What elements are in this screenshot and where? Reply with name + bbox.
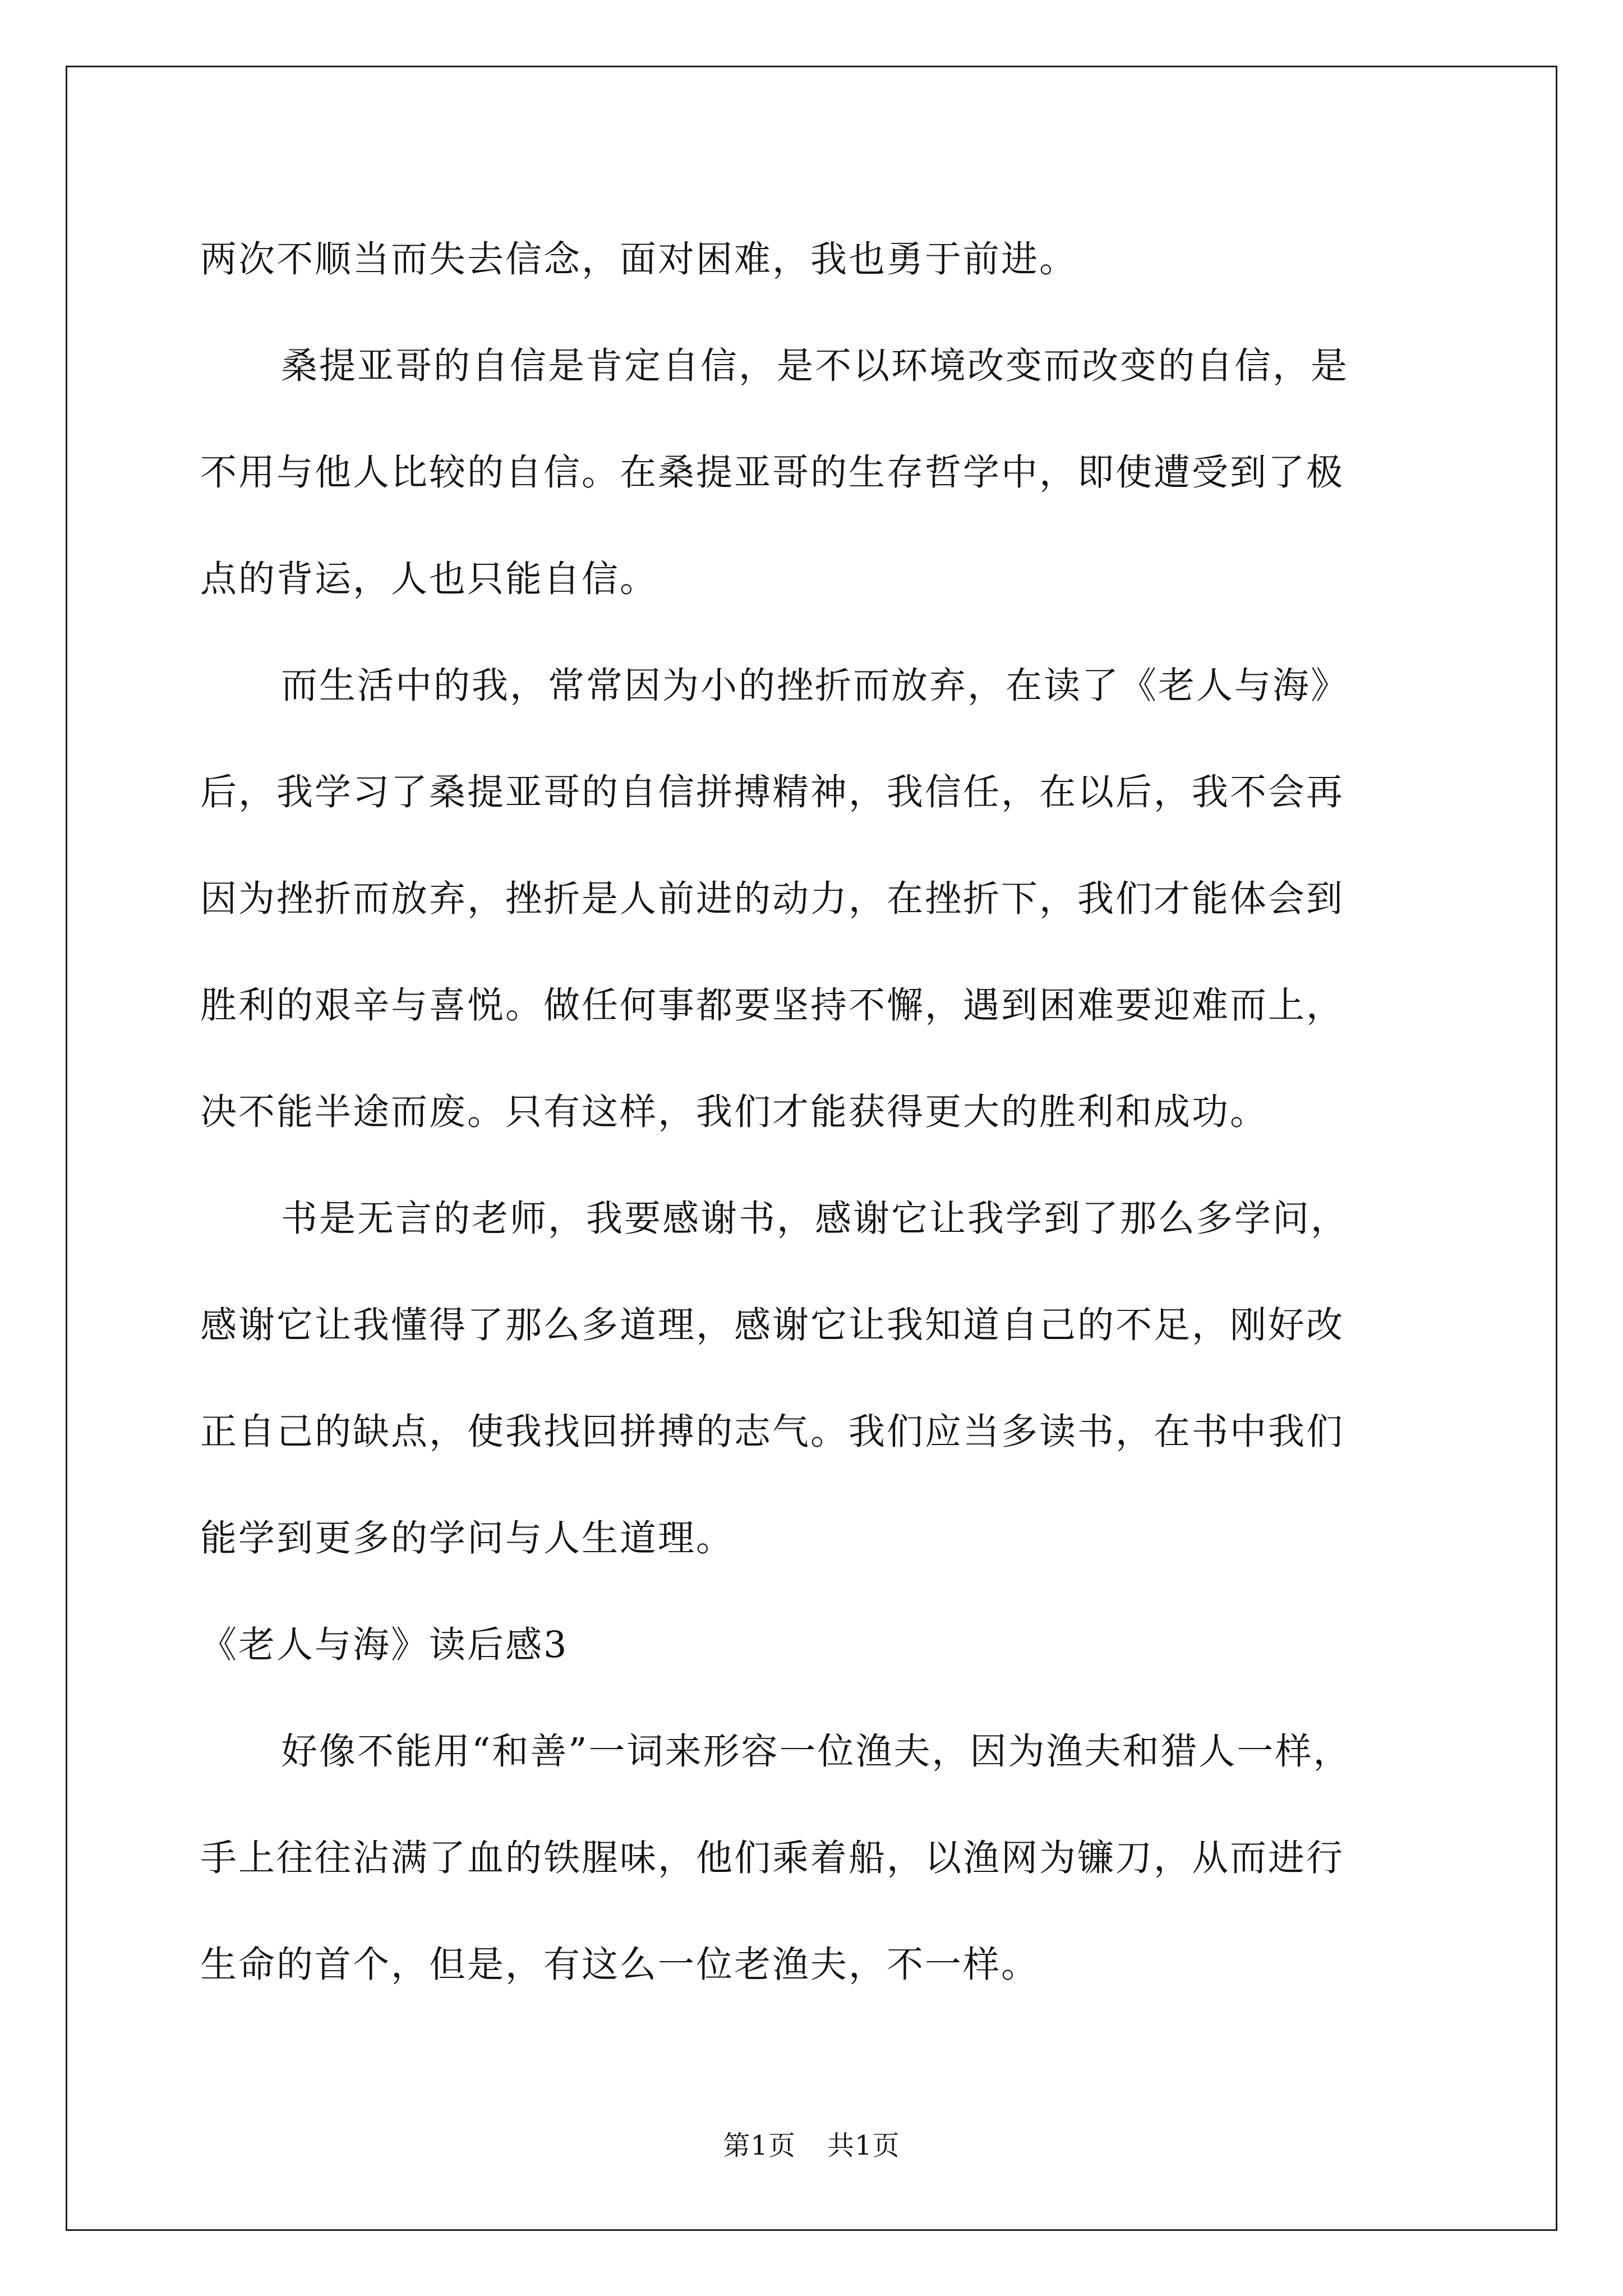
page-number: 第1页 [723, 2130, 796, 2161]
body-line: 书是无言的老师，我要感谢书，感谢它让我学到了那么多学问， [281, 1198, 1349, 1240]
document-body [200, 206, 1462, 2018]
body-line: 好像不能用“和善”一词来形容一位渔夫，因为渔夫和猎人一样， [281, 1731, 1352, 1773]
body-line: 决不能半途而废。只有这样，我们才能获得更大的胜利和成功。 [200, 1091, 1269, 1133]
body-line: 感谢它让我懂得了那么多道理，感谢它让我知道自己的不足，刚好改 [200, 1304, 1345, 1346]
body-line: 因为挫折而放弃，挫折是人前进的动力，在挫折下，我们才能体会到 [200, 878, 1345, 920]
page-footer [0, 2129, 1623, 2162]
body-line: 点的背运，人也只能自信。 [200, 558, 658, 600]
body-line: 两次不顺当而失去信念，面对困难，我也勇于前进。 [200, 238, 1078, 280]
body-line: 不用与他人比较的自信。在桑提亚哥的生存哲学中，即使遭受到了极 [200, 452, 1345, 494]
body-line: 能学到更多的学问与人生道理。 [200, 1517, 735, 1559]
body-line: 手上往往沾满了血的铁腥味，他们乘着船，以渔网为镰刀，从而进行 [200, 1837, 1345, 1879]
section-heading: 《老人与海》读后感3 [200, 1624, 569, 1666]
page-total: 共1页 [827, 2130, 900, 2161]
body-line: 胜利的艰辛与喜悦。做任何事都要坚持不懈，遇到困难要迎难而上， [200, 984, 1345, 1027]
body-line: 桑提亚哥的自信是肯定自信，是不以环境改变而改变的自信，是 [281, 345, 1349, 387]
body-line: 生命的首个，但是，有这么一位老渔夫，不一样。 [200, 1944, 1040, 1986]
body-line: 后，我学习了桑提亚哥的自信拼搏精神，我信任，在以后，我不会再 [200, 771, 1345, 813]
body-line: 正自己的缺点，使我找回拼搏的志气。我们应当多读书，在书中我们 [200, 1411, 1345, 1453]
body-line: 而生活中的我，常常因为小的挫折而放弃，在读了《老人与海》 [281, 665, 1349, 707]
